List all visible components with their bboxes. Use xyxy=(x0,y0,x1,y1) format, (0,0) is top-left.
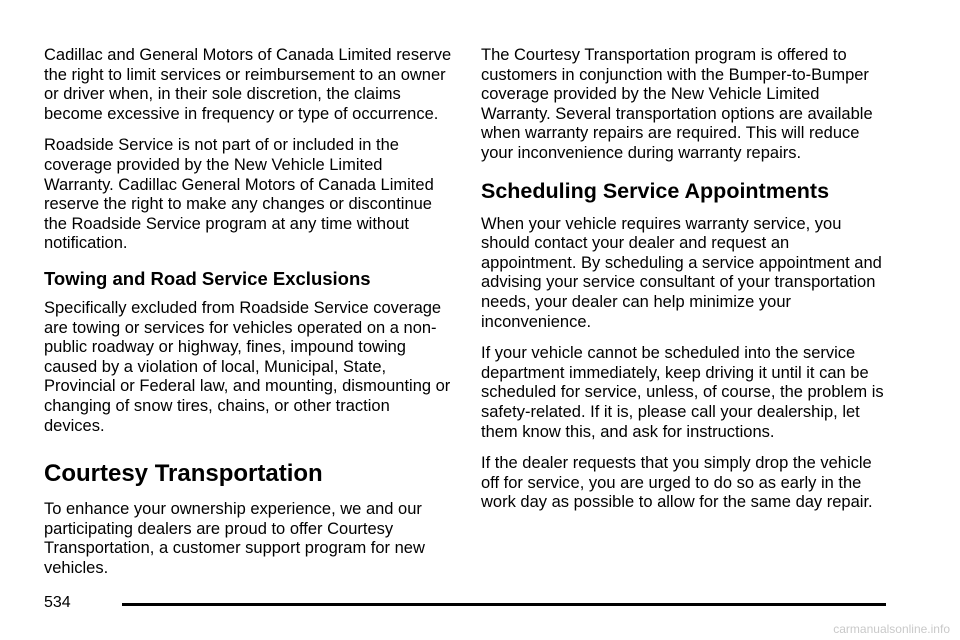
heading-scheduling-appointments: Scheduling Service Appointments xyxy=(481,178,830,203)
footer-rule xyxy=(122,603,886,606)
page-number: 534 xyxy=(44,594,71,611)
right-column xyxy=(481,46,889,525)
left-column xyxy=(44,46,452,590)
paragraph-keep-driving: If your vehicle cannot be scheduled into the service department immediately, keep driving it until it can be scheduled for service, unless, of course, the problem is safety-related. If it is, please call your dealership, let them know this, and ask for instructions. xyxy=(481,344,884,441)
paragraph-courtesy-intro: To enhance your ownership experience, we and our participating dealers are proud to offer Courtesy Transportation, a customer support program for new vehicles. xyxy=(44,500,425,577)
watermark: carmanualsonline.info xyxy=(833,622,950,636)
paragraph-roadside-service: Roadside Service is not part of or included in the coverage provided by the New Vehicle Limited Warranty. Cadillac General Motors of Canada Limited reserve the right to make any changes or discontinue the Roadside Service program at any time without notification. xyxy=(44,136,434,253)
paragraph-limits: Cadillac and General Motors of Canada Limited reserve the right to limit services or reimbursement to an owner or driver when, in their sole discretion, the claims become excessive in frequency or type of occurrence. xyxy=(44,46,452,123)
paragraph-courtesy-program: The Courtesy Transportation program is offered to customers in conjunction with the Bumper-to-Bumper coverage provided by the New Vehicle Limited Warranty. Several transportation options are available when warranty repairs are required. This will reduce your inconvenience during warranty repairs. xyxy=(481,46,873,162)
heading-courtesy-transportation: Courtesy Transportation xyxy=(44,460,323,488)
paragraph-contact-dealer: When your vehicle requires warranty service, you should contact your dealer and request an appointment. By scheduling a service appointment and advising your service consultant of your transportation needs, your dealer can help minimize your inconvenience. xyxy=(481,214,882,331)
paragraph-drop-off: If the dealer requests that you simply drop the vehicle off for service, you are urged to do so as early in the work day as possible to allow for the same day repair. xyxy=(481,454,873,512)
page-footer xyxy=(44,591,896,611)
heading-towing-exclusions: Towing and Road Service Exclusions xyxy=(44,267,371,289)
paragraph-exclusions: Specifically excluded from Roadside Service coverage are towing or services for vehicles operated on a non-public roadway or highway, fines, impound towing caused by a violation of local, Municipal, State, Provincial or Federal law, and mounting, dismounting or changing of snow tires, chains, or other traction devices. xyxy=(44,298,451,435)
